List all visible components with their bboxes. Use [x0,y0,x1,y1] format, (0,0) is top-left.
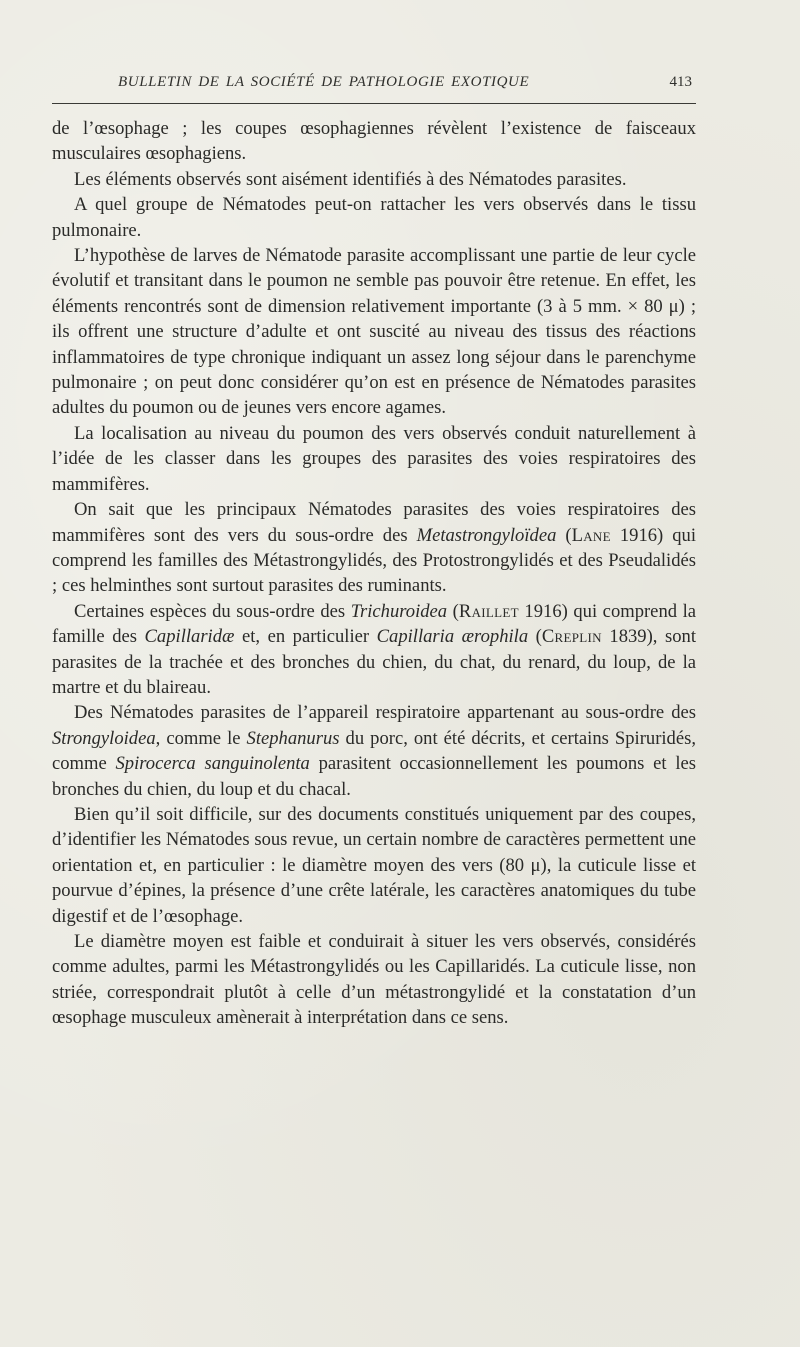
page-number: 413 [669,74,692,90]
text-run: parasitent occasionnellement les poumons et les bronches du chien, du loup et du chacal. [52,753,696,800]
running-header [52,74,696,98]
body-text [52,116,696,1031]
paragraph-9: Bien qu’il soit difficile, sur des documents constitués uniquement par des coupes, d’identifier les Nématodes sous revue, un certain nombre de caractères permettent une orientation et, en particulier : le diamètre moyen des vers (80 μ), la cuticule lisse et pourvue d’épines, la présence d’une crête latérale, les caractères anatomiques du tube digestif et de l’œsophage. [52,803,696,927]
text-run: , comme le [155,727,247,749]
text-run: et, en particulier [234,626,377,648]
text-run: 1839), sont parasites de la trachée et des bronches du chien, du chat, du renard, du loup, de la martre et du blaireau. [52,626,696,698]
taxon-name: Capillaria ærophila [376,626,529,648]
text-run: Des Nématodes parasites de l’appareil respiratoire appartenant au sous-ordre des [74,702,696,724]
taxon-name: Metastrongyloïdea [416,524,557,546]
paragraph-4: L’hypothèse de larves de Nématode parasite accomplissant une partie de leur cycle évolutif et transitant dans le poumon ne semble pas pouvoir être retenue. En effet, les éléments rencontrés sont de dimension relativement importante (3 à 5 mm. × 80 μ) ; ils offrent une structure d’adulte et ont suscité au niveau des tissus des réactions inflammatoires de type chronique indiquant un assez long séjour dans le parenchyme pulmonaire ; on peut donc considérer qu’on est en présence de Nématodes parasites adultes du poumon ou de jeunes vers encore agames. [52,245,696,419]
text-run: Certaines espèces du sous-ordre des [74,600,351,622]
taxon-name: Strongyloidea [52,727,156,749]
author-name: Raillet [458,600,519,622]
paragraph-5: La localisation au niveau du poumon des vers observés conduit naturellement à l’idée de les classer dans les groupes des parasites des voies respiratoires des mammifères. [52,422,696,495]
taxon-name: Trichuroidea [350,600,448,622]
paragraph-8 [52,700,696,802]
taxon-name: Spirocerca sanguinolenta [115,753,310,775]
author-name: Lane [571,524,611,546]
text-run: ( [528,626,542,648]
text-run: du porc, ont été décrits, et certains Spiruridés, comme [52,727,696,775]
text-run: 1916) qui comprend la famille des [52,600,697,648]
text-run: 1916) qui comprend les familles des Métastrongylidés, des Protostrongylidés et des Pseudalidés ; ces helminthes sont surtout parasites des ruminants. [52,524,697,597]
taxon-name: Capillaridæ [144,626,235,648]
taxon-name: Stephanurus [246,727,340,749]
author-name: Creplin [541,626,602,648]
paragraph-3: A quel groupe de Nématodes peut-on rattacher les vers observés dans le tissu pulmonaire. [52,194,696,241]
paragraph-6 [52,497,696,599]
paragraph-10: Le diamètre moyen est faible et conduirait à situer les vers observés, considérés comme adultes, parmi les Métastrongylidés ou les Capillaridés. La cuticule lisse, non striée, correspondrait plutôt à celle d’un métastrongylidé et la constatation d’un œsophage musculeux amènerait à interprétation dans ce sens. [52,931,696,1029]
text-run: ( [447,600,459,622]
header-rule [52,103,696,104]
text-run: ( [556,524,572,546]
paragraph-1: de l’œsophage ; les coupes œsophagiennes révèlent l’existence de faisceaux musculaires œsophagiens. [52,118,696,165]
text-run: On sait que les principaux Nématodes parasites des voies respiratoires des mammifères sont des vers du sous-ordre des [52,499,696,546]
journal-running-title: BULLETIN DE LA SOCIÉTÉ DE PATHOLOGIE EXOTIQUE [118,74,530,90]
paragraph-2: Les éléments observés sont aisément identifiés à des Nématodes parasites. [74,168,627,190]
paragraph-7 [52,599,696,701]
